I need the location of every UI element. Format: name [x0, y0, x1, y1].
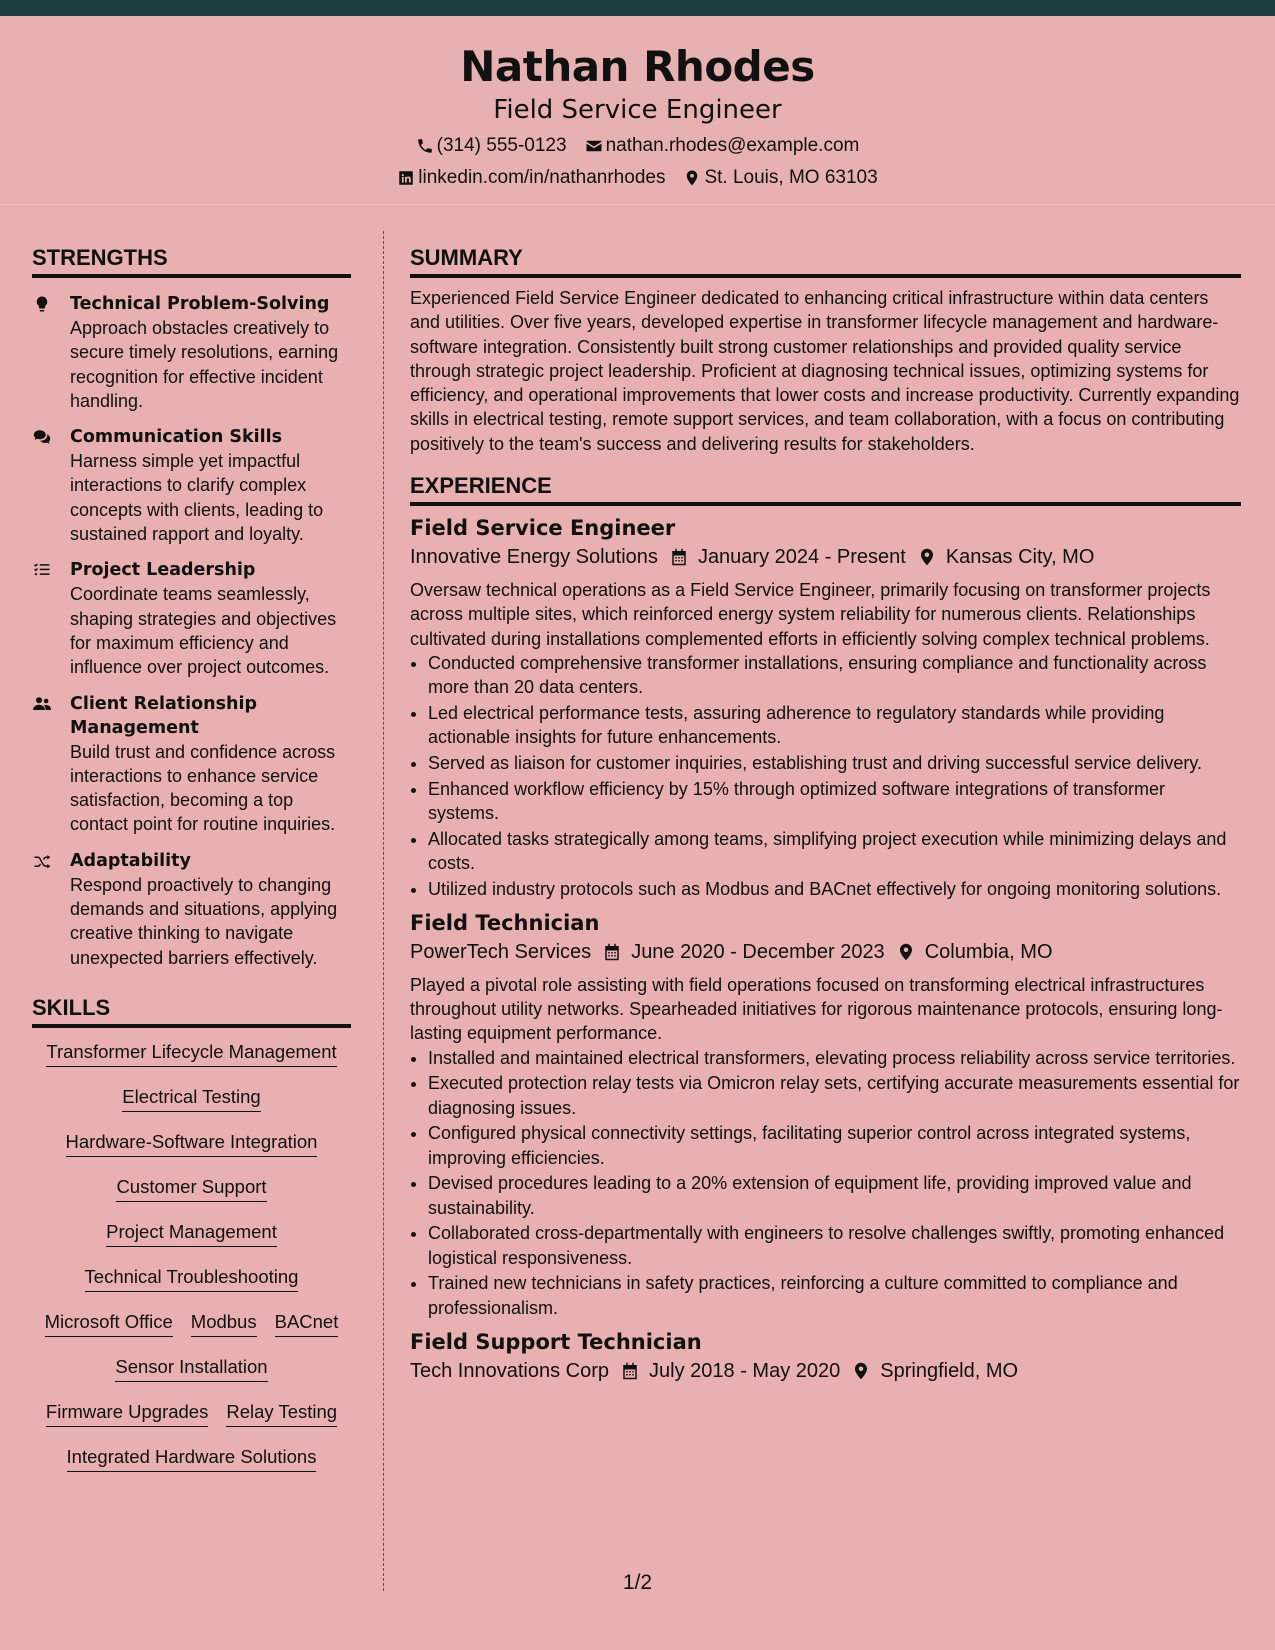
email-text: nathan.rhodes@example.com [605, 135, 860, 156]
column-divider [383, 231, 384, 1591]
strength-desc: Harness simple yet impactful interactions to clarify complex concepts with clients, leading to sustained rapport and loyalty. [70, 451, 324, 545]
phone-contact[interactable] [416, 134, 567, 158]
calendar-icon [670, 547, 688, 567]
map-pin-icon [852, 1361, 870, 1381]
job-title: Field Support Technician [410, 1330, 702, 1354]
resume-header [0, 16, 1275, 205]
strength-title: Adaptability [70, 850, 191, 871]
skill-tag: Modbus [191, 1310, 257, 1337]
job-meta [410, 937, 1241, 967]
job-dates: July 2018 - May 2020 [649, 1360, 841, 1382]
skill-tag: Relay Testing [226, 1400, 337, 1427]
phone-text: (314) 555-0123 [436, 135, 567, 156]
summary-text: Experienced Field Service Engineer dedicated to enhancing critical infrastructure within data centers and utilities. Over five years, developed expertise in transformer lifecycle management and hardware-software integration. Consistently built strong customer relationships and provided quality service through strategic project leadership. Proficient at diagnosing technical issues, optimizing systems for efficiency, and operational improvements that lower costs and increase productivity. Currently expanding skills in electrical testing, remote support services, and team collaboration, with a focus on contributing positively to the team's success and delivering results for stakeholders. [410, 288, 1240, 454]
bullet-item: • Led electrical performance tests, assuring adherence to regulatory standards while providing actionable insights for future enhancements. [428, 701, 1241, 750]
skill-tag: Sensor Installation [115, 1355, 267, 1382]
linkedin-text: linkedin.com/in/nathanrhodes [418, 167, 666, 188]
experience-heading: EXPERIENCE [410, 472, 1241, 506]
users-icon [32, 695, 52, 713]
summary-heading: SUMMARY [410, 244, 1241, 278]
skill-tag: Technical Troubleshooting [85, 1265, 299, 1292]
candidate-title: Field Service Engineer [493, 95, 782, 125]
bullet-item: • Installed and maintained electrical transformers, elevating process reliability across service territories. [428, 1046, 1241, 1070]
skill-tag: BACnet [275, 1310, 339, 1337]
strength-item [32, 425, 351, 546]
task-list-icon [32, 561, 52, 579]
location-contact [683, 166, 877, 190]
job-entry [410, 909, 1241, 1320]
strength-title: Project Leadership [70, 560, 256, 581]
left-column [32, 244, 351, 1490]
job-dates: January 2024 - Present [697, 546, 906, 569]
skill-tag: Electrical Testing [122, 1085, 260, 1112]
contact-row [0, 134, 1275, 158]
calendar-icon [603, 942, 621, 962]
linkedin-icon [397, 169, 415, 187]
job-company: PowerTech Services [410, 940, 592, 963]
job-meta [410, 1356, 1241, 1386]
strength-item [32, 558, 351, 679]
page-number: 1/2 [622, 1571, 653, 1594]
job-bullets [410, 1046, 1241, 1320]
bullet-item: • Allocated tasks strategically among teams, simplifying project execution while minimizing delays and costs. [428, 827, 1241, 876]
job-bullets [410, 651, 1241, 901]
lightbulb-icon [32, 295, 52, 313]
linkedin-contact[interactable] [397, 166, 665, 190]
job-company: Tech Innovations Corp [410, 1360, 610, 1382]
bullet-item: • Devised procedures leading to a 20% extension of equipment life, providing improved value and sustainability. [428, 1171, 1241, 1220]
calendar-icon [621, 1361, 639, 1381]
top-accent-bar [0, 0, 1275, 16]
skills-heading: SKILLS [32, 994, 351, 1028]
strength-desc: Approach obstacles creatively to secure timely resolutions, earning recognition for effective incident handling. [70, 318, 339, 411]
candidate-name: Nathan Rhodes [460, 42, 815, 91]
bullet-item: • Conducted comprehensive transformer installations, ensuring compliance and functionality across more than 20 data centers. [428, 651, 1241, 700]
skill-tag: Microsoft Office [45, 1310, 173, 1337]
skill-tag: Customer Support [116, 1175, 266, 1202]
job-entry [410, 514, 1241, 901]
job-title: Field Technician [410, 910, 600, 935]
chat-icon [32, 428, 52, 446]
skill-tag: Transformer Lifecycle Management [46, 1040, 336, 1067]
skill-tag: Integrated Hardware Solutions [67, 1445, 317, 1472]
strength-desc: Build trust and confidence across interactions to enhance service satisfaction, becoming a top contact point for routine inquiries. [70, 741, 336, 835]
skill-tag: Project Management [106, 1220, 277, 1247]
bullet-item: • Configured physical connectivity settings, facilitating superior control across integrated systems, improving efficiencies. [428, 1121, 1241, 1170]
job-entry [410, 1328, 1241, 1386]
contact-row-2 [0, 166, 1275, 190]
job-title: Field Service Engineer [410, 516, 676, 541]
map-pin-icon [683, 169, 701, 187]
job-location: Columbia, MO [924, 940, 1053, 963]
map-pin-icon [897, 942, 915, 962]
strength-item [32, 849, 351, 970]
strength-title: Client Relationship Management [70, 693, 258, 738]
bullet-item: • Trained new technicians in safety practices, reinforcing a culture committed to compliance and professionalism. [428, 1271, 1241, 1320]
skills-list [32, 1040, 351, 1490]
shuffle-icon [32, 852, 52, 870]
skill-tag: Hardware-Software Integration [66, 1130, 318, 1157]
strength-title: Communication Skills [70, 427, 283, 448]
job-meta [410, 542, 1241, 572]
job-company: Innovative Energy Solutions [410, 546, 658, 569]
strength-desc: Respond proactively to changing demands and situations, applying creative thinking to navigate unexpected barriers effectively. [70, 874, 338, 968]
job-location: Springfield, MO [880, 1360, 1019, 1382]
bullet-item: • Served as liaison for customer inquiries, establishing trust and driving successful service delivery. [428, 751, 1241, 775]
strength-desc: Coordinate teams seamlessly, shaping strategies and objectives for maximum efficiency and influence over project outcomes. [70, 584, 337, 678]
strength-title: Technical Problem-Solving [70, 294, 330, 314]
email-contact[interactable] [585, 134, 860, 158]
strengths-heading: STRENGTHS [32, 244, 351, 278]
location-text: St. Louis, MO 63103 [704, 167, 878, 188]
right-column [410, 244, 1241, 1386]
bullet-item: • Executed protection relay tests via Omicron relay sets, certifying accurate measurements essential for diagnosing issues. [428, 1071, 1241, 1120]
job-dates: June 2020 - December 2023 [631, 940, 885, 963]
job-location: Kansas City, MO [945, 546, 1095, 569]
job-description: Played a pivotal role assisting with field operations focused on transforming electrical infrastructures throughout utility networks. Spearheaded initiatives for rigorous maintenance protocols, ensuring long-lasting equipment performance. [410, 974, 1223, 1044]
bullet-item: • Collaborated cross-departmentally with engineers to resolve challenges swiftly, promoting enhanced logistical responsiveness. [428, 1221, 1241, 1270]
envelope-icon [585, 137, 603, 155]
bullet-item: • Enhanced workflow efficiency by 15% through optimized software integrations of transformer systems. [428, 777, 1241, 826]
map-pin-icon [918, 547, 936, 567]
strength-item [32, 292, 351, 413]
skill-tag: Firmware Upgrades [46, 1400, 208, 1427]
strength-item [32, 692, 351, 837]
job-description: Oversaw technical operations as a Field Service Engineer, primarily focusing on transformer projects across multiple sites, which reinforced energy system reliability for numerous clients. Relationships cultivated during installations complemented efforts in efficiently solving complex technical problems. [410, 580, 1211, 649]
bullet-item: • Utilized industry protocols such as Modbus and BACnet effectively for ongoing monitoring solutions. [428, 877, 1241, 901]
phone-icon [416, 137, 434, 155]
